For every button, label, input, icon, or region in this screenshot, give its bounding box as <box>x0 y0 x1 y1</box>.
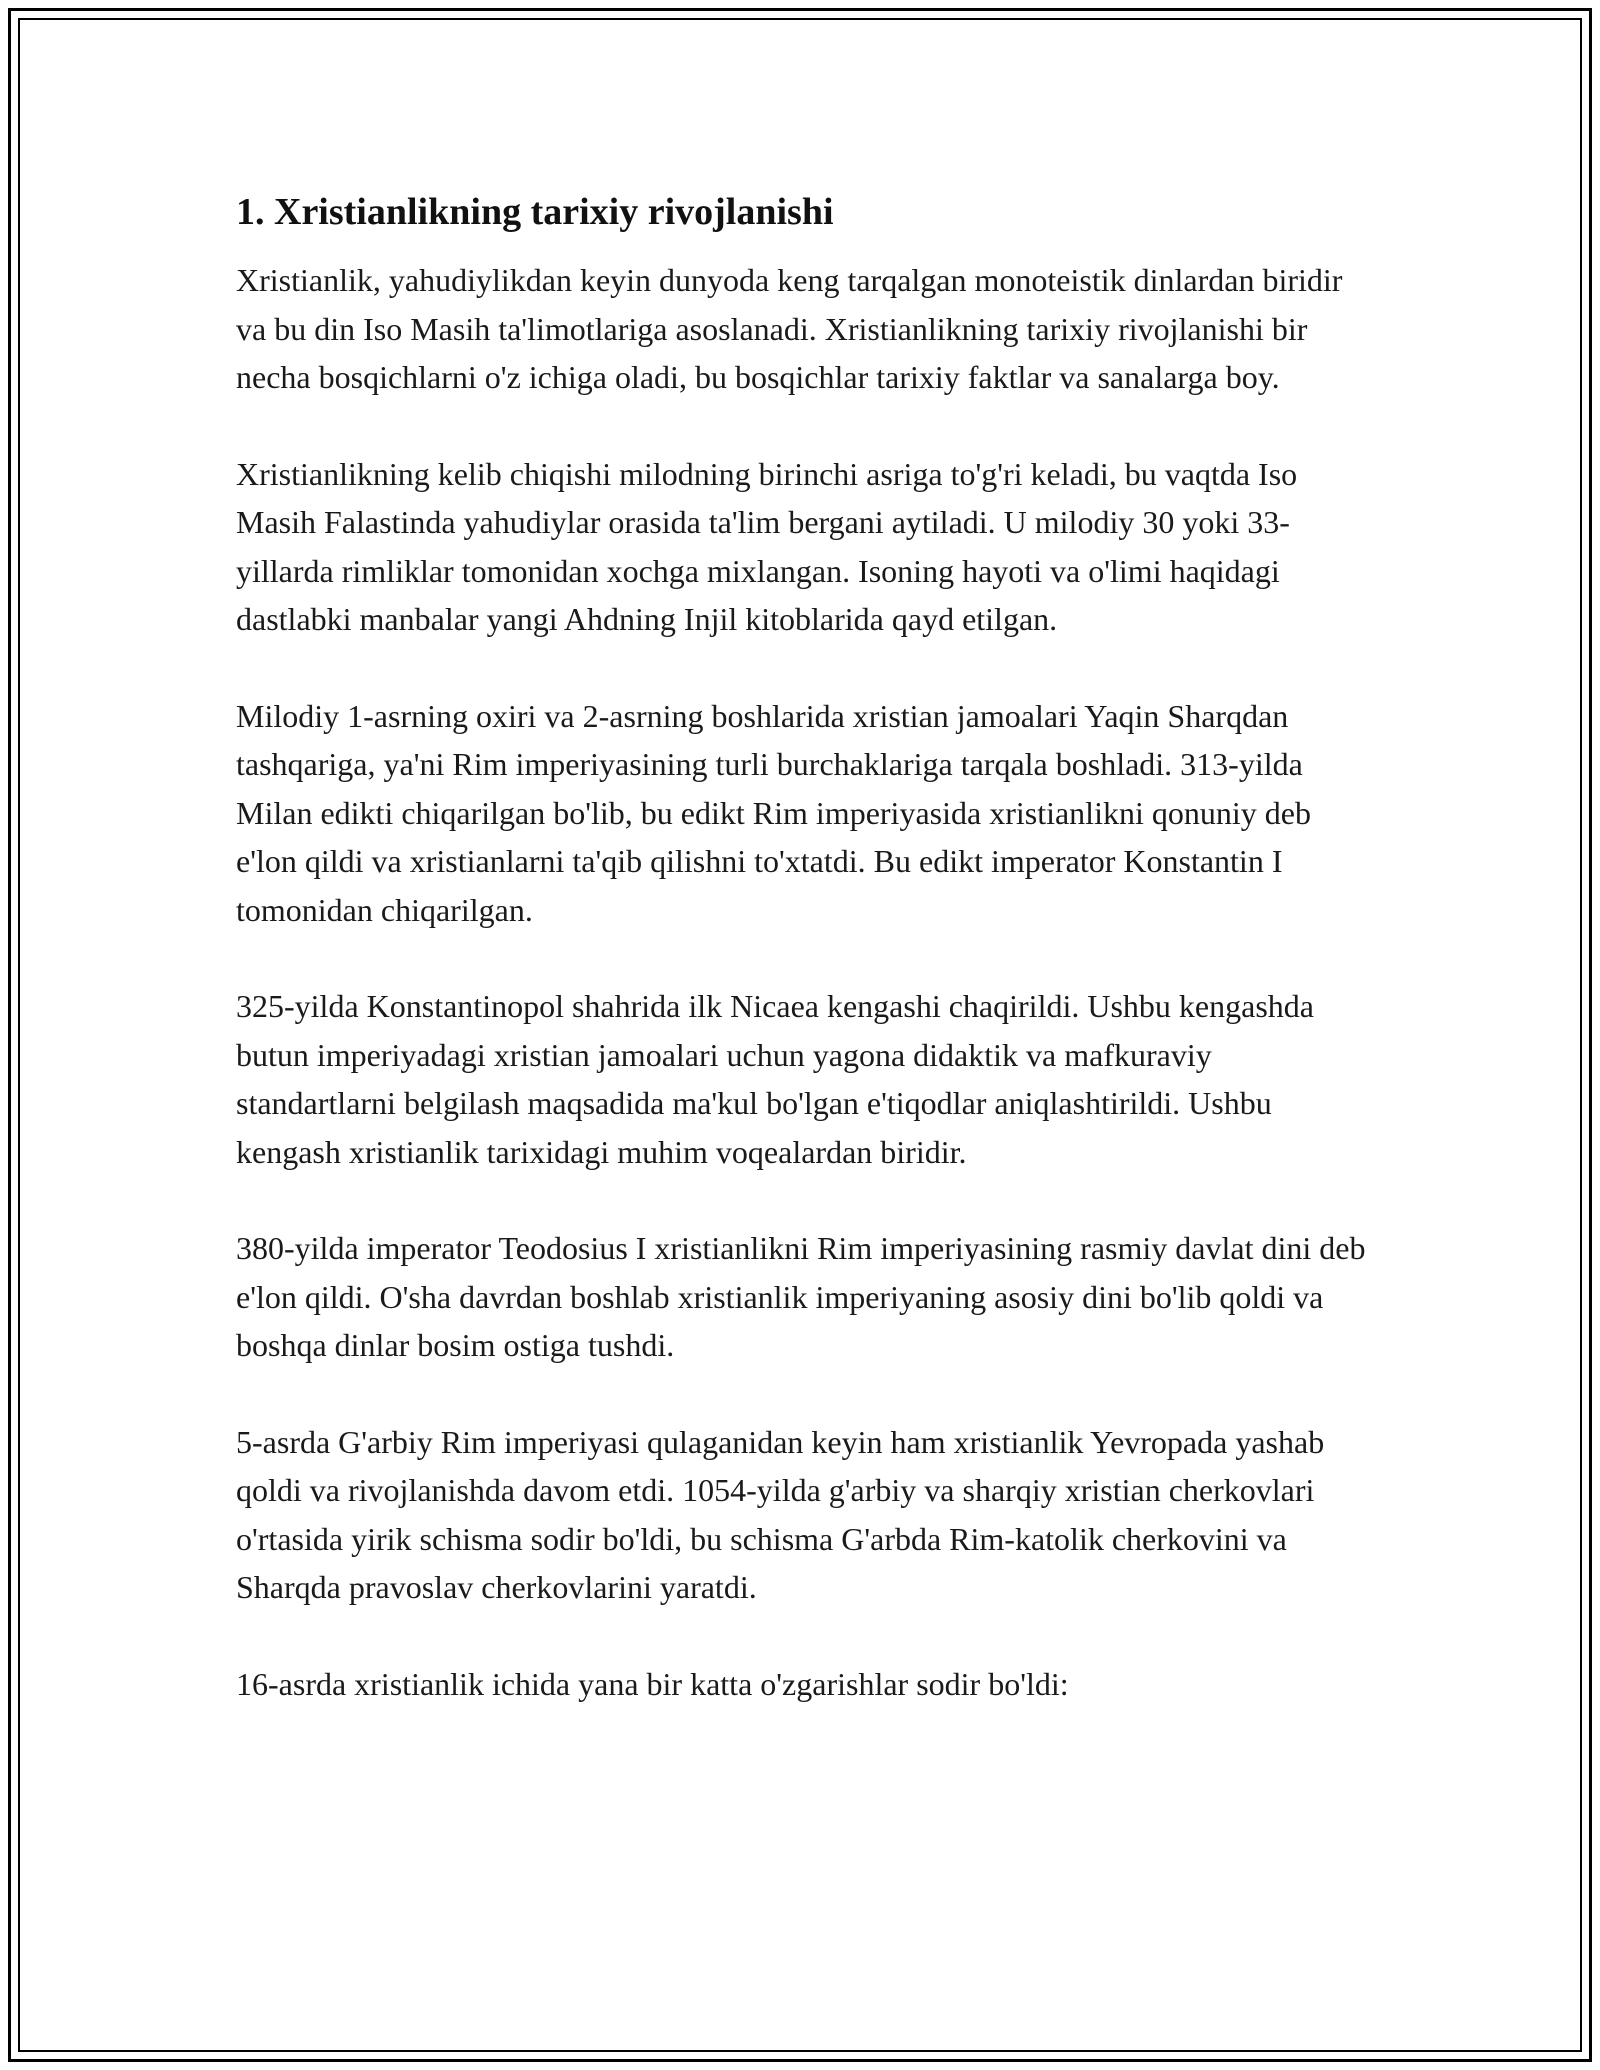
section-heading: 1. Xristianlikning tarixiy rivojlanishi <box>236 191 834 233</box>
document-body <box>236 188 1376 1756</box>
paragraph-nicaea: 325-yilda Konstantinopol shahrida ilk Nicaea kengashi chaqirildi. Ushbu kengashda butun imperiyadagi xristian jamoalari uchun yagona didaktik va mafkuraviy standartlarni belgilash maqsadida ma'kul bo'lgan e'tiqodlar aniqlashtirildi. Ushbu kengash xristianlik tarixidagi muhim voqealardan biridir. <box>236 988 1314 1170</box>
paragraph-origins: Xristianlikning kelib chiqishi milodning birinchi asriga to'g'ri keladi, bu vaqtda Iso Masih Falastinda yahudiylar orasida ta'lim bergani aytiladi. U milodiy 30 yoki 33-yillarda rimliklar tomonidan xochga mixlangan. Isoning hayoti va o'limi haqidagi dastlabki manbalar yangi Ahdning Injil kitoblarida qayd etilgan. <box>236 455 1298 637</box>
paragraph-schism: 5-asrda G'arbiy Rim imperiyasi qulaganidan keyin ham xristianlik Yevropada yashab qoldi va rivojlanishda davom etdi. 1054-yilda g'arbiy va sharqiy xristian cherkovlari o'rtasida yirik schisma sodir bo'ldi, bu schisma G'arbda Rim-katolik cherkovini va Sharqda pravoslav cherkovlarini yaratdi. <box>236 1423 1325 1605</box>
paragraph-intro: Xristianlik, yahudiylikdan keyin dunyoda keng tarqalgan monoteistik dinlardan biridir va bu din Iso Masih ta'limotlariga asoslanadi. Xristianlikning tarixiy rivojlanishi bir necha bosqichlarni o'z ichiga oladi, bu bosqichlar tarixiy faktlar va sanalarga boy. <box>236 262 1343 395</box>
paragraph-state-religion: 380-yilda imperator Teodosius I xristianlikni Rim imperiyasining rasmiy davlat dini deb e'lon qildi. O'sha davrdan boshlab xristianlik imperiyaning asosiy dini bo'lib qoldi va boshqa dinlar bosim ostiga tushdi. <box>236 1230 1366 1363</box>
paragraph-reformation: 16-asrda xristianlik ichida yana bir katta o'zgarishlar sodir bo'ldi: <box>236 1665 1069 1702</box>
paragraph-spread: Milodiy 1-asrning oxiri va 2-asrning boshlarida xristian jamoalari Yaqin Sharqdan tashqariga, ya'ni Rim imperiyasining turli burchaklariga tarqala boshladi. 313-yilda Milan edikti chiqarilgan bo'lib, bu edikt Rim imperiyasida xristianlikni qonuniy deb e'lon qildi va xristianlarni ta'qib qilishni to'xtatdi. Bu edikt imperator Konstantin I tomonidan chiqarilgan. <box>236 697 1311 928</box>
